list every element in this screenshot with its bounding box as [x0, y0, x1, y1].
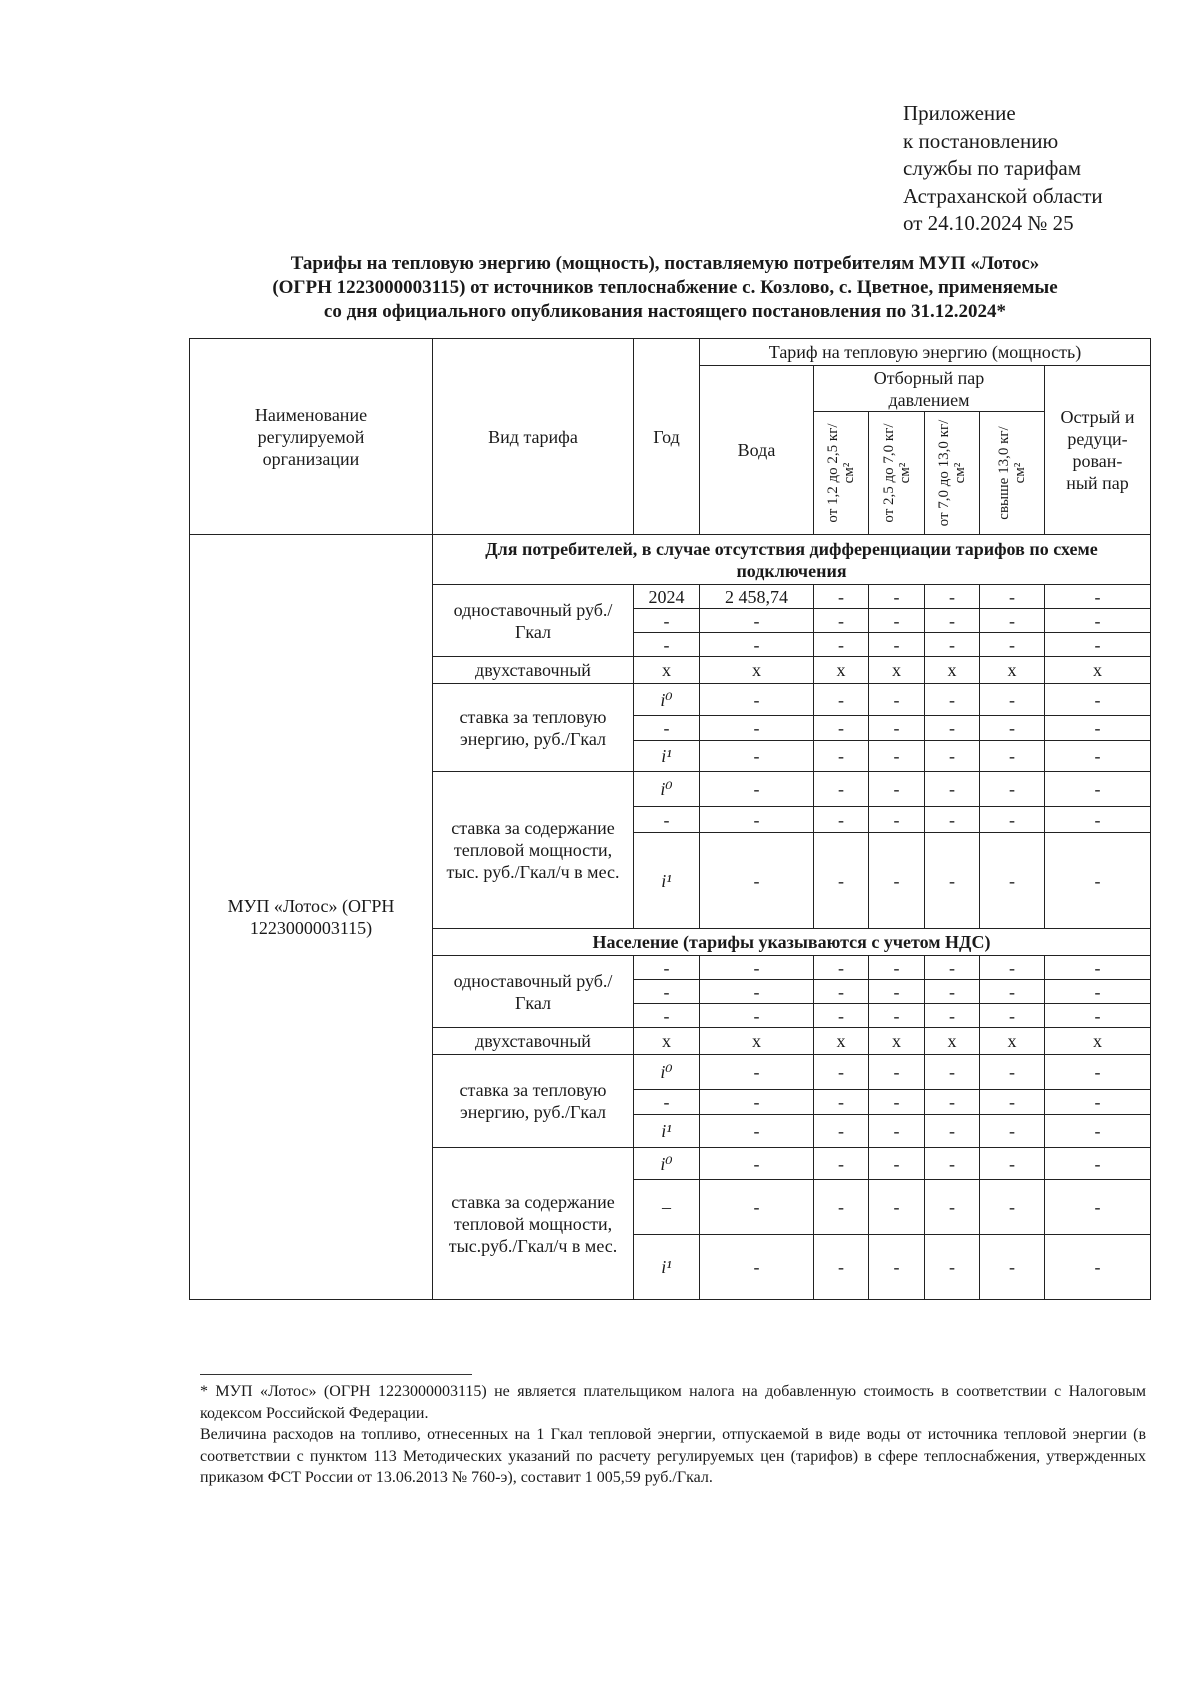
value-cell: -	[869, 1235, 925, 1300]
value-cell: -	[869, 741, 925, 772]
value-cell: -	[700, 684, 814, 716]
value-cell: -	[1045, 1004, 1151, 1028]
value-cell: -	[980, 633, 1045, 657]
section-population: Население (тарифы указываются с учетом НДС)	[433, 929, 1151, 956]
value-cell: -	[869, 772, 925, 807]
year-cell: -	[634, 716, 700, 741]
value-cell: -	[925, 716, 980, 741]
value-cell: -	[925, 1090, 980, 1115]
value-cell: -	[814, 684, 869, 716]
value-cell: -	[814, 772, 869, 807]
header-type: Вид тарифа	[433, 339, 634, 535]
year-cell: -	[634, 1004, 700, 1028]
value-cell: -	[925, 980, 980, 1004]
value-cell: -	[980, 716, 1045, 741]
i0-cell: i⁰	[634, 1148, 700, 1180]
value-cell: -	[814, 1115, 869, 1148]
value-cell: -	[814, 633, 869, 657]
capacity-rate-label: ставка за содержание тепловой мощности, тыс. руб./Гкал/ч в мес.	[433, 772, 634, 929]
value-cell: -	[814, 1090, 869, 1115]
value-cell: -	[700, 741, 814, 772]
x-cell: х	[700, 1028, 814, 1055]
value-cell: -	[925, 585, 980, 609]
value-cell: -	[925, 1180, 980, 1235]
title-line: (ОГРН 1223000003115) от источников теплоснабжение с. Козлово, с. Цветное, применяемые	[272, 277, 1058, 298]
value-cell: -	[1045, 1235, 1151, 1300]
annex-line: службы по тарифам	[903, 156, 1081, 180]
header-pressure-1	[814, 412, 869, 535]
value-cell: -	[1045, 1115, 1151, 1148]
x-cell: х	[634, 1028, 700, 1055]
value-cell: -	[869, 585, 925, 609]
header-org: Наименование регулируемой организации	[190, 339, 433, 535]
value-cell: -	[814, 1180, 869, 1235]
value-cell: -	[700, 609, 814, 633]
value-cell: -	[1045, 833, 1151, 929]
value-cell: -	[925, 741, 980, 772]
energy-rate-label: ставка за тепловую энергию, руб./Гкал	[433, 684, 634, 772]
header-tariff: Тариф на тепловую энергию (мощность)	[700, 339, 1151, 366]
value-cell: -	[869, 684, 925, 716]
footnote-divider	[200, 1374, 472, 1375]
i1-cell: i¹	[634, 1235, 700, 1300]
water-value: 2 458,74	[700, 585, 814, 609]
value-cell: -	[869, 609, 925, 633]
value-cell: -	[925, 1235, 980, 1300]
value-cell: -	[869, 716, 925, 741]
i0-cell: i⁰	[634, 1055, 700, 1090]
one-part-label: одноставочный руб./Гкал	[433, 585, 634, 657]
value-cell: -	[925, 1055, 980, 1090]
value-cell: -	[1045, 980, 1151, 1004]
section-general: Для потребителей, в случае отсутствия дифференциации тарифов по схеме подключения	[433, 535, 1151, 585]
value-cell: -	[925, 1148, 980, 1180]
value-cell: -	[980, 684, 1045, 716]
value-cell: -	[869, 980, 925, 1004]
value-cell: -	[980, 956, 1045, 980]
value-cell: -	[925, 1115, 980, 1148]
value-cell: -	[980, 585, 1045, 609]
value-cell: -	[700, 633, 814, 657]
value-cell: -	[814, 1148, 869, 1180]
two-part-label: двухставочный	[433, 1028, 634, 1055]
annex-header	[903, 100, 1103, 238]
value-cell: -	[814, 1055, 869, 1090]
annex-line: Астраханской области	[903, 183, 1103, 208]
energy-rate-label: ставка за тепловую энергию, руб./Гкал	[433, 1055, 634, 1148]
value-cell: -	[980, 833, 1045, 929]
x-cell: х	[814, 657, 869, 684]
value-cell: -	[980, 1090, 1045, 1115]
value-cell: -	[869, 1004, 925, 1028]
value-cell: -	[700, 956, 814, 980]
value-cell: -	[814, 807, 869, 833]
annex-line: Приложение	[903, 101, 1016, 125]
value-cell: -	[1045, 807, 1151, 833]
value-cell: -	[925, 633, 980, 657]
value-cell: -	[869, 956, 925, 980]
footnote	[200, 1381, 1146, 1489]
x-cell: х	[814, 1028, 869, 1055]
value-cell: -	[925, 609, 980, 633]
year-cell: –	[634, 1180, 700, 1235]
value-cell: -	[869, 1148, 925, 1180]
value-cell: -	[700, 1004, 814, 1028]
value-cell: -	[1045, 956, 1151, 980]
value-cell: -	[869, 633, 925, 657]
year-cell: -	[634, 609, 700, 633]
two-part-label: двухставочный	[433, 657, 634, 684]
value-cell: -	[980, 1180, 1045, 1235]
title-line: со дня официального опубликования настоящего постановления по 31.12.2024*	[323, 301, 1007, 322]
value-cell: -	[980, 741, 1045, 772]
x-cell: х	[1045, 657, 1151, 684]
value-cell: -	[925, 772, 980, 807]
value-cell: -	[1045, 633, 1151, 657]
x-cell: х	[925, 1028, 980, 1055]
value-cell: -	[1045, 1090, 1151, 1115]
value-cell: -	[925, 807, 980, 833]
value-cell: -	[814, 585, 869, 609]
i1-cell: i¹	[634, 1115, 700, 1148]
value-cell: -	[925, 833, 980, 929]
x-cell: х	[869, 1028, 925, 1055]
value-cell: -	[700, 1235, 814, 1300]
year-cell: -	[634, 956, 700, 980]
value-cell: -	[980, 772, 1045, 807]
i0-cell: i⁰	[634, 684, 700, 716]
year-cell: -	[634, 1090, 700, 1115]
value-cell: -	[1045, 1148, 1151, 1180]
value-cell: -	[700, 716, 814, 741]
header-pressure-3-label: от 7,0 до 13,0 кг/см²	[936, 419, 968, 527]
value-cell: -	[814, 716, 869, 741]
header-pressure-2	[869, 412, 925, 535]
value-cell: -	[700, 1090, 814, 1115]
year-cell: 2024	[634, 585, 700, 609]
value-cell: -	[925, 684, 980, 716]
value-cell: -	[700, 980, 814, 1004]
header-pressure-3	[925, 412, 980, 535]
value-cell: -	[869, 833, 925, 929]
header-sharp-steam: Острый и редуци-рован-ный пар	[1045, 366, 1151, 535]
value-cell: -	[700, 1180, 814, 1235]
header-pressure-2-label: от 2,5 до 7,0 кг/см²	[880, 423, 913, 523]
x-cell: х	[700, 657, 814, 684]
value-cell: -	[1045, 585, 1151, 609]
header-pressure-4	[980, 412, 1045, 535]
value-cell: -	[869, 1115, 925, 1148]
value-cell: -	[814, 741, 869, 772]
value-cell: -	[925, 956, 980, 980]
value-cell: -	[1045, 609, 1151, 633]
footnote-fuel: Величина расходов на топливо, отнесенных на 1 Гкал тепловой энергии, отпускаемой в виде воды от источника тепловой энергии (в соответствии с пунктом 113 Методических указаний по расчету регулируемых цен (тарифов) в сфере теплоснабжения, утвержденных приказом ФСТ России от 13.06.2013 № 760-э), составит 1 005,59 руб./Гкал.	[200, 1426, 1146, 1486]
value-cell: -	[814, 980, 869, 1004]
one-part-label: одноставочный руб./Гкал	[433, 956, 634, 1028]
x-cell: х	[1045, 1028, 1151, 1055]
x-cell: х	[869, 657, 925, 684]
value-cell: -	[700, 1148, 814, 1180]
tariff-table	[189, 338, 1151, 1300]
value-cell: -	[700, 1055, 814, 1090]
i1-cell: i¹	[634, 741, 700, 772]
footnote-vat: * МУП «Лотос» (ОГРН 1223000003115) не является плательщиком налога на добавленную стоимость в соответствии с Налоговым кодексом Российской Федерации.	[200, 1383, 1146, 1422]
value-cell: -	[869, 1055, 925, 1090]
value-cell: -	[980, 1004, 1045, 1028]
x-cell: х	[925, 657, 980, 684]
value-cell: -	[1045, 741, 1151, 772]
value-cell: -	[700, 772, 814, 807]
year-cell: -	[634, 633, 700, 657]
value-cell: -	[980, 609, 1045, 633]
capacity-rate-label: ставка за содержание тепловой мощности, тыс.руб./Гкал/ч в мес.	[433, 1148, 634, 1300]
value-cell: -	[700, 807, 814, 833]
value-cell: -	[869, 807, 925, 833]
value-cell: -	[814, 609, 869, 633]
year-cell: -	[634, 807, 700, 833]
org-name: МУП «Лотос» (ОГРН 1223000003115)	[190, 535, 433, 1300]
value-cell: -	[1045, 716, 1151, 741]
year-cell: -	[634, 980, 700, 1004]
value-cell: -	[700, 1115, 814, 1148]
header-steam: Отборный пар давлением	[814, 366, 1045, 412]
value-cell: -	[925, 1004, 980, 1028]
value-cell: -	[869, 1090, 925, 1115]
x-cell: х	[980, 1028, 1045, 1055]
header-pressure-1-label: от 1,2 до 2,5 кг/см²	[825, 423, 857, 523]
value-cell: -	[700, 833, 814, 929]
value-cell: -	[1045, 1055, 1151, 1090]
header-pressure-4-label: свыше 13,0 кг/см²	[996, 426, 1028, 520]
value-cell: -	[814, 833, 869, 929]
document-title	[170, 252, 1160, 324]
annex-line: к постановлению	[903, 128, 1059, 153]
value-cell: -	[980, 1055, 1045, 1090]
value-cell: -	[980, 980, 1045, 1004]
value-cell: -	[814, 1004, 869, 1028]
title-line: Тарифы на тепловую энергию (мощность), поставляемую потребителям МУП «Лотос»	[290, 253, 1040, 274]
value-cell: -	[980, 1148, 1045, 1180]
header-water: Вода	[700, 366, 814, 535]
value-cell: -	[869, 1180, 925, 1235]
header-year: Год	[634, 339, 700, 535]
i1-cell: i¹	[634, 833, 700, 929]
i0-cell: i⁰	[634, 772, 700, 807]
value-cell: -	[1045, 772, 1151, 807]
x-cell: х	[980, 657, 1045, 684]
value-cell: -	[814, 1235, 869, 1300]
value-cell: -	[980, 1235, 1045, 1300]
value-cell: -	[814, 956, 869, 980]
value-cell: -	[980, 807, 1045, 833]
value-cell: -	[980, 1115, 1045, 1148]
value-cell: -	[1045, 684, 1151, 716]
value-cell: -	[1045, 1180, 1151, 1235]
annex-line: от 24.10.2024 № 25	[903, 211, 1074, 235]
x-cell: х	[634, 657, 700, 684]
